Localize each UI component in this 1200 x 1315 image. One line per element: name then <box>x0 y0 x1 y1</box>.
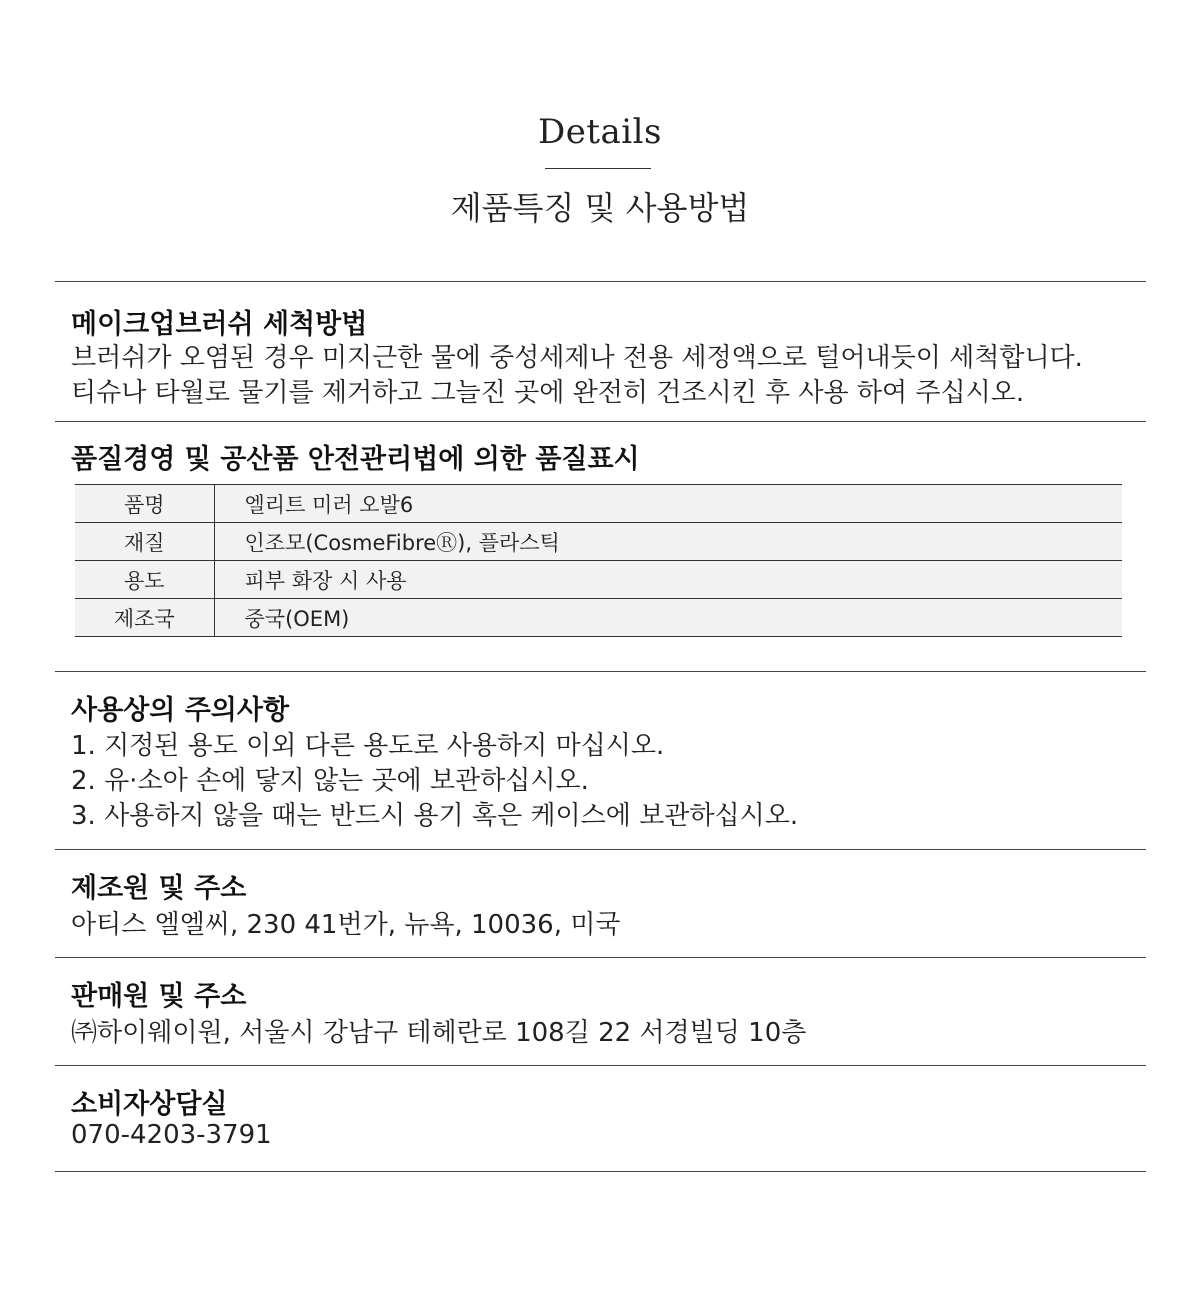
text-line: 티슈나 타월로 물기를 제거하고 그늘진 곳에 완전히 건조시킨 후 사용 하여 주십시오. <box>71 378 1025 408</box>
section-title: 메이크업브러쉬 세척방법 <box>71 309 368 340</box>
page-title-en: Details <box>537 112 662 152</box>
text-line: 아티스 엘엘씨, 230 41번가, 뉴욕, 10036, 미국 <box>71 910 621 940</box>
section-quality <box>55 421 1146 671</box>
table-row <box>75 561 1122 599</box>
text-line: 브러쉬가 오염된 경우 미지근한 물에 중성세제나 전용 세정액으로 털어내듯이 세척합니다. <box>71 343 1083 373</box>
section-seller <box>55 957 1146 1065</box>
row-label: 재질 <box>75 523 214 561</box>
text-line: 1. 지정된 용도 이외 다른 용도로 사용하지 마십시오. <box>71 731 665 761</box>
row-value: 피부 화장 시 사용 <box>214 561 1122 599</box>
section-cleaning <box>55 281 1146 421</box>
section-manufacturer <box>55 849 1146 957</box>
phone-number: 070-4203-3791 <box>71 1120 272 1150</box>
text-line: ㈜하이웨이원, 서울시 강남구 테헤란로 108길 22 서경빌딩 10층 <box>71 1018 807 1048</box>
section-consumer <box>55 1065 1146 1172</box>
row-value: 엘리트 미러 오발6 <box>214 485 1122 523</box>
quality-table <box>75 484 1122 637</box>
section-title: 소비자상담실 <box>71 1089 228 1120</box>
text-line: 3. 사용하지 않을 때는 반드시 용기 혹은 케이스에 보관하십시오. <box>71 801 799 831</box>
table-row <box>75 523 1122 561</box>
page-title-ko: 제품특징 및 사용방법 <box>450 189 750 227</box>
row-label: 품명 <box>75 485 214 523</box>
text-line: 2. 유·소아 손에 닿지 않는 곳에 보관하십시오. <box>71 766 589 796</box>
row-label: 제조국 <box>75 599 214 637</box>
section-title: 사용상의 주의사항 <box>71 695 290 726</box>
row-label: 용도 <box>75 561 214 599</box>
row-value: 인조모(CosmeFibreⓇ), 플라스틱 <box>214 523 1122 561</box>
table-row <box>75 599 1122 637</box>
section-title: 품질경영 및 공산품 안전관리법에 의한 품질표시 <box>71 444 640 475</box>
table-row <box>75 485 1122 523</box>
row-value: 중국(OEM) <box>214 599 1122 637</box>
section-title: 판매원 및 주소 <box>71 981 247 1012</box>
section-title: 제조원 및 주소 <box>71 873 247 904</box>
section-caution <box>55 671 1146 849</box>
title-divider <box>545 168 651 169</box>
